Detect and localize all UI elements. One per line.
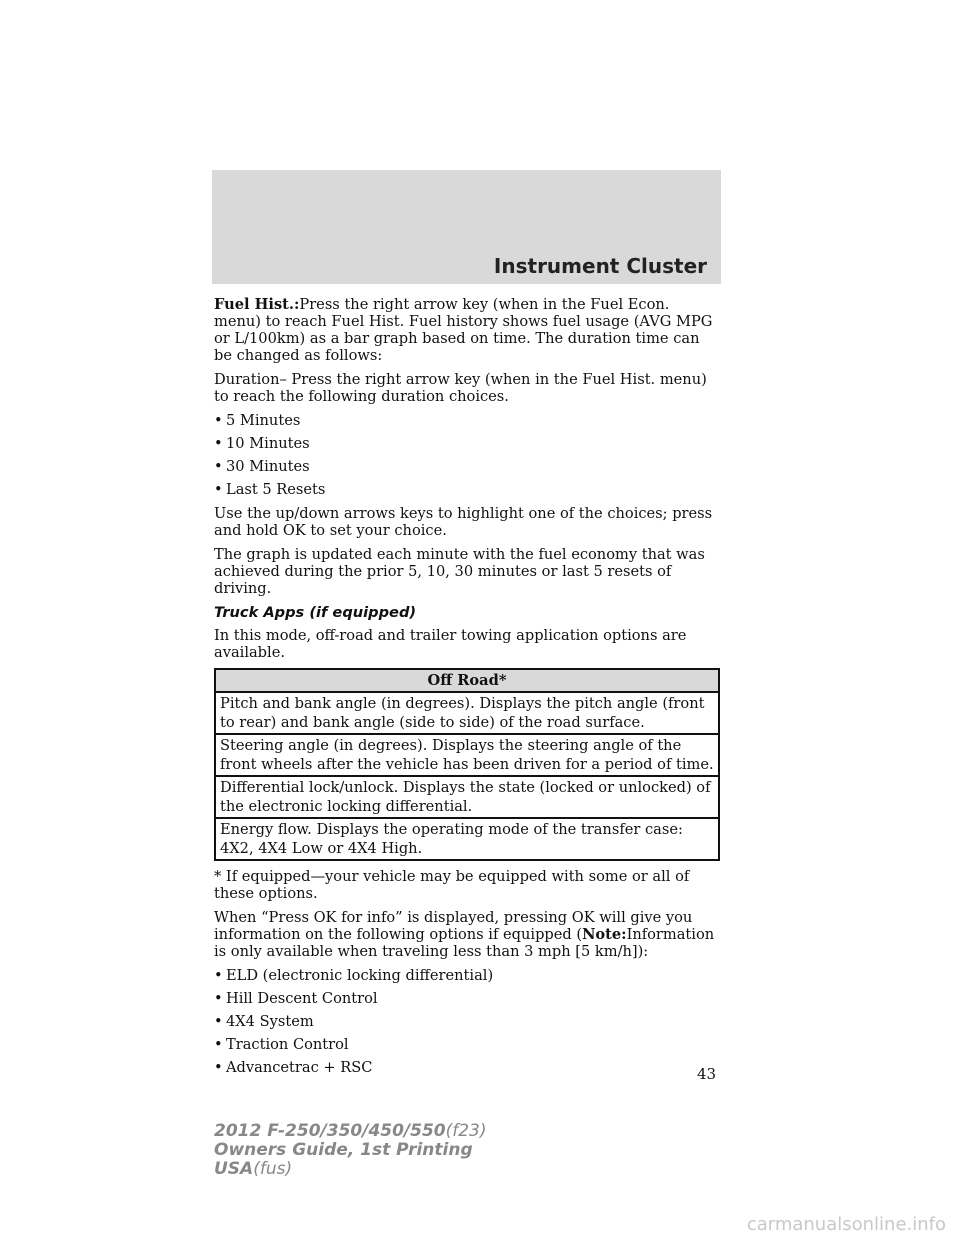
fuel-hist-text: Press the right arrow key (when in the Fuel Econ. menu) to reach Fuel Hist. Fuel history shows fuel usage (AVG MPG or L/100km) as a bar graph based on time. The duration time can be changed as follows: [214, 296, 713, 364]
table-cell: Steering angle (in degrees). Displays the steering angle of the front wheels after the vehicle has been driven for a period of time. [215, 734, 719, 776]
bullet-icon: • [214, 1013, 223, 1030]
table-cell: Pitch and bank angle (in degrees). Displays the pitch angle (front to rear) and bank angle (side to side) of the road surface. [215, 692, 719, 734]
fuel-hist-label: Fuel Hist.: [214, 296, 300, 313]
table-row [215, 818, 719, 860]
table-header: Off Road* [215, 669, 719, 692]
fuel-hist-paragraph [214, 296, 720, 364]
duration-choices-list [214, 412, 720, 498]
footer-line-3: USA(fus) [214, 1159, 293, 1179]
footnote: * If equipped—your vehicle may be equipped with some or all of these options. [214, 868, 690, 902]
footer-line-2: Owners Guide, 1st Printing [214, 1140, 473, 1160]
truck-apps-intro: In this mode, off-road and trailer towing application options are available. [214, 627, 687, 661]
info-options-list [214, 967, 720, 1076]
bullet-icon: • [214, 435, 223, 452]
list-item: • Advancetrac + RSC [214, 1059, 373, 1076]
note-label: Note: [582, 926, 627, 943]
section-header-band [212, 170, 721, 284]
section-title: Instrument Cluster [493, 254, 707, 278]
watermark: carmanualsonline.info [746, 1214, 946, 1235]
bullet-icon: • [214, 412, 223, 429]
list-item: • 4X4 System [214, 1013, 314, 1030]
bullet-icon: • [214, 481, 223, 498]
off-road-table [214, 668, 720, 861]
table-cell: Energy flow. Displays the operating mode of the transfer case: 4X2, 4X4 Low or 4X4 High. [215, 818, 719, 860]
updown-paragraph: Use the up/down arrows keys to highlight one of the choices; press and hold OK to set your choice. [214, 505, 713, 539]
press-ok-paragraph: When “Press OK for info” is displayed, pressing OK will give you information on the following options if equipped (Note:Information is only available when traveling less than 3 mph [5 km/h]): [214, 909, 715, 960]
bullet-icon: • [214, 967, 223, 984]
list-item: • 30 Minutes [214, 458, 310, 475]
list-item: • Traction Control [214, 1036, 349, 1053]
bullet-icon: • [214, 1059, 223, 1076]
bullet-icon: • [214, 990, 223, 1007]
bullet-icon: • [214, 1036, 223, 1053]
list-item: • 10 Minutes [214, 435, 310, 452]
list-item: • Hill Descent Control [214, 990, 378, 1007]
list-item: • 5 Minutes [214, 412, 301, 429]
list-item: • ELD (electronic locking differential) [214, 967, 494, 984]
table-cell: Differential lock/unlock. Displays the state (locked or unlocked) of the electronic locking differential. [215, 776, 719, 818]
bullet-icon: • [214, 458, 223, 475]
footer-print-info [214, 1122, 487, 1179]
table-row [215, 734, 719, 776]
table-row [215, 776, 719, 818]
page-content [214, 296, 720, 1083]
table-row [215, 692, 719, 734]
duration-paragraph: Duration– Press the right arrow key (when in the Fuel Hist. menu) to reach the following duration choices. [214, 371, 707, 405]
page-number: 43 [697, 1065, 717, 1083]
list-item: • Last 5 Resets [214, 481, 326, 498]
truck-apps-heading: Truck Apps (if equipped) [214, 604, 417, 621]
graph-paragraph: The graph is updated each minute with the fuel economy that was achieved during the prior 5, 10, 30 minutes or last 5 resets of driving. [214, 546, 705, 597]
footer-line-1: 2012 F-250/350/450/550(f23) [214, 1121, 487, 1141]
